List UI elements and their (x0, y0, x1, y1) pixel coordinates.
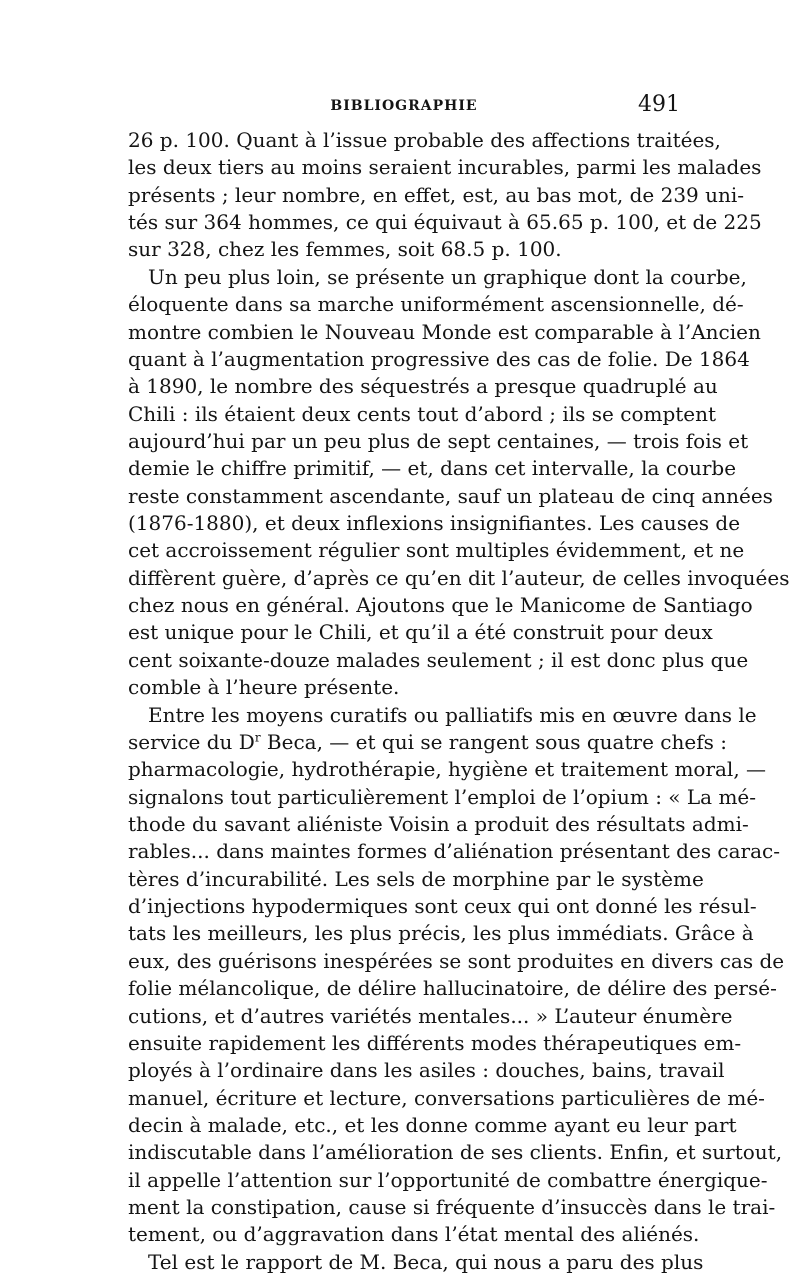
text-line: eux, des guérisons inespérées se sont produites en divers cas de (128, 948, 785, 973)
body-text (128, 127, 790, 1276)
text-line: présents ; leur nombre, en effet, est, au bas mot, de 239 uni- (128, 182, 745, 207)
text-line: sur 328, chez les femmes, soit 68.5 p. 100. (128, 237, 562, 262)
text-line: reste constamment ascendante, sauf un plateau de cinq années (128, 483, 773, 508)
superscript: r (254, 730, 261, 745)
text-line: éloquente dans sa marche uniformément ascensionnelle, dé- (128, 292, 744, 317)
text-line: chez nous en général. Ajoutons que le Manicome de Santiago (128, 593, 753, 618)
text-fragment: Beca, — et qui se rangent sous quatre chefs : (260, 729, 727, 754)
text-line: indiscutable dans l’amélioration de ses clients. Enfin, et surtout, (128, 1140, 783, 1165)
text-line: demie le chiffre primitif, — et, dans cet intervalle, la courbe (128, 456, 737, 481)
text-line: ment la constipation, cause si fréquente d’insuccès dans le trai- (128, 1195, 776, 1220)
text-line: tement, ou d’aggravation dans l’état mental des aliénés. (128, 1222, 700, 1247)
text-line: comble à l’heure présente. (128, 675, 400, 700)
running-title: BIBLIOGRAPHIE (330, 98, 478, 114)
text-line: ployés à l’ordinaire dans les asiles : douches, bains, travail (128, 1058, 725, 1083)
text-line: tés sur 364 hommes, ce qui équivaut à 65.65 p. 100, et de 225 (128, 210, 762, 235)
text-line: 26 p. 100. Quant à l’issue probable des affections traitées, (128, 128, 721, 152)
text-line: (1876-1880), et deux inflexions insignifiantes. Les causes de (128, 511, 741, 536)
text-line: il appelle l’attention sur l’opportunité de combattre énergique- (128, 1167, 768, 1192)
text-line: cutions, et d’autres variétés mentales... » L’auteur énumère (128, 1003, 733, 1028)
page-number: 491 (638, 92, 680, 117)
text-line: ensuite rapidement les différents modes thérapeutiques em- (128, 1030, 742, 1055)
text-line: manuel, écriture et lecture, conversations particulières de mé- (128, 1085, 765, 1110)
text-line: decin à malade, etc., et les donne comme ayant eu leur part (128, 1112, 737, 1137)
text-line: est unique pour le Chili, et qu’il a été construit pour deux (128, 620, 713, 645)
text-line (128, 729, 727, 756)
text-line: d’injections hypodermiques sont ceux qui ont donné les résul- (128, 894, 757, 919)
text-line: quant à l’augmentation progressive des cas de folie. De 1864 (128, 346, 750, 371)
text-line: à 1890, le nombre des séquestrés a presque quadruplé au (128, 374, 718, 399)
text-line: Un peu plus loin, se présente un graphique dont la courbe, (148, 264, 747, 289)
text-line: pharmacologie, hydrothérapie, hygiène et traitement moral, — (128, 757, 767, 782)
text-line: Chili : ils étaient deux cents tout d’abord ; ils se comptent (128, 401, 717, 426)
text-line: folie mélancolique, de délire hallucinatoire, de délire des persé- (128, 976, 777, 1001)
text-line: tères d’incurabilité. Les sels de morphine par le système (128, 866, 704, 891)
text-line: signalons tout particulièrement l’emploi de l’opium : « La mé- (128, 784, 757, 809)
text-line: diffèrent guère, d’après ce qu’en dit l’auteur, de celles invoquées (128, 565, 790, 590)
text-line: thode du savant aliéniste Voisin a produit des résultats admi- (128, 811, 749, 836)
text-line: les deux tiers au moins seraient incurables, parmi les malades (128, 155, 762, 180)
running-head (128, 92, 680, 124)
text-line: Entre les moyens curatifs ou palliatifs mis en œuvre dans le (148, 702, 757, 727)
text-line: Tel est le rapport de M. Beca, qui nous a paru des plus (148, 1249, 704, 1274)
text-fragment: service du D (128, 729, 255, 754)
text-line: cent soixante-douze malades seulement ; il est donc plus que (128, 647, 749, 672)
text-line: montre combien le Nouveau Monde est comparable à l’Ancien (128, 319, 761, 344)
text-line: tats les meilleurs, les plus précis, les plus immédiats. Grâce à (128, 921, 754, 946)
text-line: aujourd’hui par un peu plus de sept centaines, — trois fois et (128, 428, 749, 453)
text-line: rables... dans maintes formes d’aliénation présentant des carac- (128, 839, 781, 864)
text-line: cet accroissement régulier sont multiples évidemment, et ne (128, 538, 745, 563)
